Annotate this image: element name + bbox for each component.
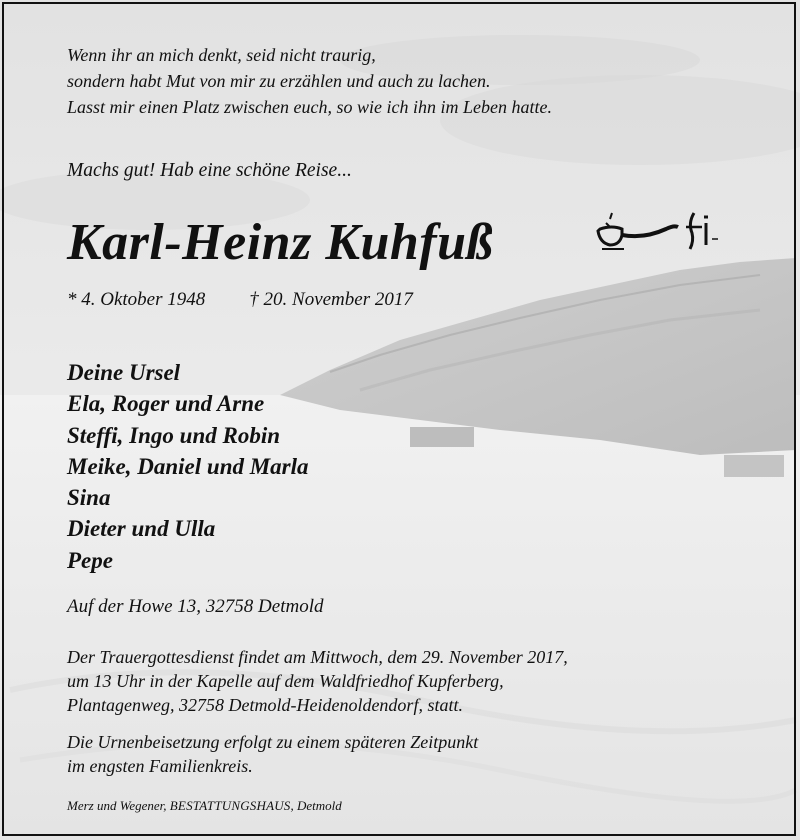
poem <box>67 42 552 120</box>
service-line: Der Trauergottesdienst findet am Mittwoch, dem 29. November 2017, <box>67 647 568 667</box>
funeral-home-label: BESTATTUNGSHAUS <box>169 798 291 813</box>
mourner-item: Sina <box>67 485 111 511</box>
poem-line: sondern habt Mut von mir zu erzählen und auch zu lachen. <box>67 71 491 91</box>
funeral-home-credit <box>67 798 342 814</box>
death-date: † 20. November 2017 <box>249 289 413 310</box>
urn-line: im engsten Familienkreis. <box>67 756 253 776</box>
funeral-home-city: , Detmold <box>290 798 342 813</box>
mourner-item: Steffi, Ingo und Robin <box>67 422 281 448</box>
mourner-item: Ela, Roger und Arne <box>67 391 265 417</box>
service-info <box>67 645 568 717</box>
mourner-item: Pepe <box>67 547 113 573</box>
service-line: um 13 Uhr in der Kapelle auf dem Waldfriedhof Kupferberg, <box>67 671 504 691</box>
birth-date: * 4. Oktober 1948 <box>67 289 206 310</box>
mourner-item: Deine Ursel <box>67 360 181 385</box>
urn-line: Die Urnenbeisetzung erfolgt zu einem späteren Zeitpunkt <box>67 732 479 752</box>
poem-line: Wenn ihr an mich denkt, seid nicht traurig, <box>67 45 376 65</box>
pipe-signature-icon <box>594 205 724 257</box>
urn-burial-info <box>67 730 478 778</box>
service-line: Plantagenweg, 32758 Detmold-Heidenoldendorf, statt. <box>67 695 463 715</box>
funeral-home-name: Merz und Wegener, <box>67 798 170 813</box>
mourner-item: Dieter und Ulla <box>67 516 216 542</box>
farewell-line: Machs gut! Hab eine schöne Reise... <box>67 160 352 181</box>
mourner-item: Meike, Daniel und Marla <box>67 453 309 479</box>
poem-line: Lasst mir einen Platz zwischen euch, so wie ich ihn im Leben hatte. <box>67 97 552 117</box>
mourners-list <box>67 357 309 576</box>
life-dates <box>67 289 413 311</box>
family-address: Auf der Howe 13, 32758 Detmold <box>67 596 324 617</box>
deceased-name: Karl-Heinz Kuhfuß <box>67 214 494 271</box>
